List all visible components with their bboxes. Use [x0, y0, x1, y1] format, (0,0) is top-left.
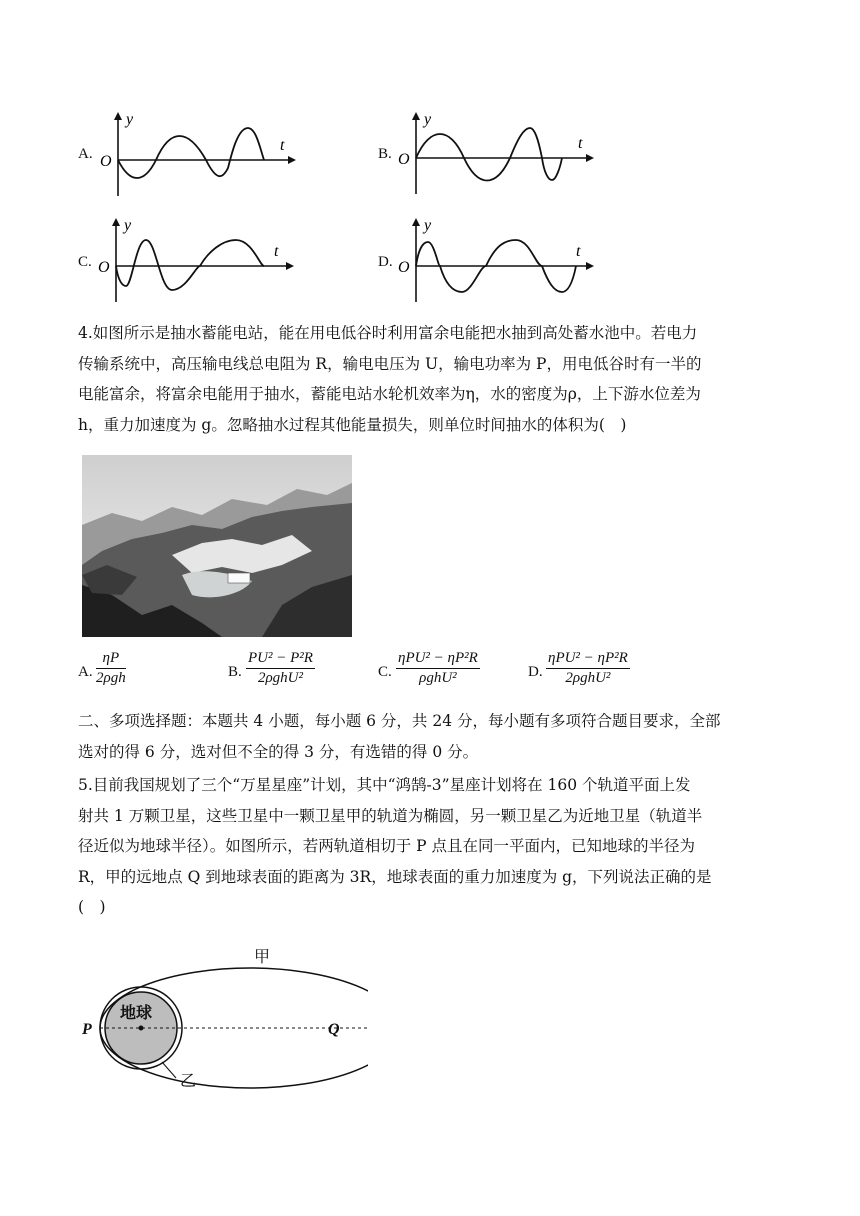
section-2-instructions [78, 706, 784, 767]
text-line: 5.目前我国规划了三个“万星星座”计划，其中“鸿鹄-3”星座计划将在 160 个轨道平面上发 [78, 776, 691, 794]
orbit-diagram [78, 940, 368, 1090]
denominator: 2ρghU² [565, 670, 611, 686]
numerator: ηP [96, 650, 126, 669]
option-label: A. [78, 664, 93, 680]
denominator: ρghU² [419, 670, 457, 686]
formula [246, 650, 315, 687]
satellite-jia-label: 甲 [254, 947, 271, 966]
formula [546, 650, 630, 687]
wave-option-a [78, 108, 298, 200]
option-label: A. [78, 146, 93, 162]
question-4-text [78, 318, 784, 440]
axis-t: t [280, 137, 285, 154]
denominator: 2ρghU² [257, 670, 303, 686]
option-label: B. [378, 146, 392, 162]
text-line: 选对的得 6 分，选对但不全的得 3 分，有选错的得 0 分。 [78, 742, 479, 761]
point-p-label: P [82, 1021, 92, 1038]
origin: O [100, 153, 112, 170]
option-label: C. [378, 664, 392, 680]
origin: O [398, 259, 410, 276]
numerator: ηPU² − ηP²R [546, 650, 630, 669]
text-line: h，重力加速度为 g。忽略抽水过程其他能量损失，则单位时间抽水的体积为( ) [78, 415, 627, 434]
option-label: C. [78, 254, 92, 270]
axis-y: y [424, 217, 432, 234]
axis-t: t [576, 243, 581, 260]
text-line: ( ) [78, 898, 106, 916]
wave-option-c [78, 214, 298, 306]
wave-graph-b [396, 108, 606, 200]
text-line: R，甲的远地点 Q 到地球表面的距离为 3R，地球表面的重力加速度为 g，下列说法正确的是 [78, 867, 712, 886]
wave-graph-c [96, 214, 306, 306]
question-5-text [78, 770, 784, 923]
text-line: 射共 1 万颗卫星，这些卫星中一颗卫星甲的轨道为椭圆，另一颗卫星乙为近地卫星（轨道半 [78, 806, 703, 825]
wave-graph-a [98, 108, 308, 200]
axis-t: t [578, 135, 583, 152]
text-line: 传输系统中，高压输电线总电阻为 R，输电电压为 U，输电功率为 P，用电低谷时有一半的 [78, 354, 702, 373]
axis-t: t [274, 243, 279, 260]
earth-label: 地球 [120, 1003, 153, 1022]
axis-y: y [124, 217, 132, 234]
wave-graph-d [396, 214, 606, 306]
formula [96, 650, 126, 687]
formula [396, 650, 480, 687]
axis-y: y [126, 111, 134, 128]
wave-option-d [378, 214, 598, 306]
option-label: D. [528, 664, 543, 680]
axis-y: y [424, 111, 432, 128]
denominator: 2ρgh [96, 670, 126, 686]
point-q-label: Q [328, 1021, 340, 1038]
power-station-photo [82, 455, 352, 637]
text-line: 电能富余，将富余电能用于抽水，蓄能电站水轮机效率为η，水的密度为ρ，上下游水位差为 [78, 385, 701, 403]
wave-option-b [378, 108, 598, 200]
numerator: ηPU² − ηP²R [396, 650, 480, 669]
text-line: 径近似为地球半径）。如图所示，若两轨道相切于 P 点且在同一平面内，已知地球的半径为 [78, 837, 696, 855]
satellite-yi-label: 乙 [180, 1071, 197, 1090]
option-label: D. [378, 254, 393, 270]
option-label: B. [228, 664, 242, 680]
text-line: 4.如图所示是抽水蓄能电站，能在用电低谷时利用富余电能把水抽到高处蓄水池中。若电力 [78, 324, 698, 342]
numerator: PU² − P²R [246, 650, 315, 669]
origin: O [98, 259, 110, 276]
text-line: 二、多项选择题：本题共 4 小题，每小题 6 分，共 24 分，每小题有多项符合题目要求，全部 [78, 712, 721, 730]
origin: O [398, 151, 410, 168]
